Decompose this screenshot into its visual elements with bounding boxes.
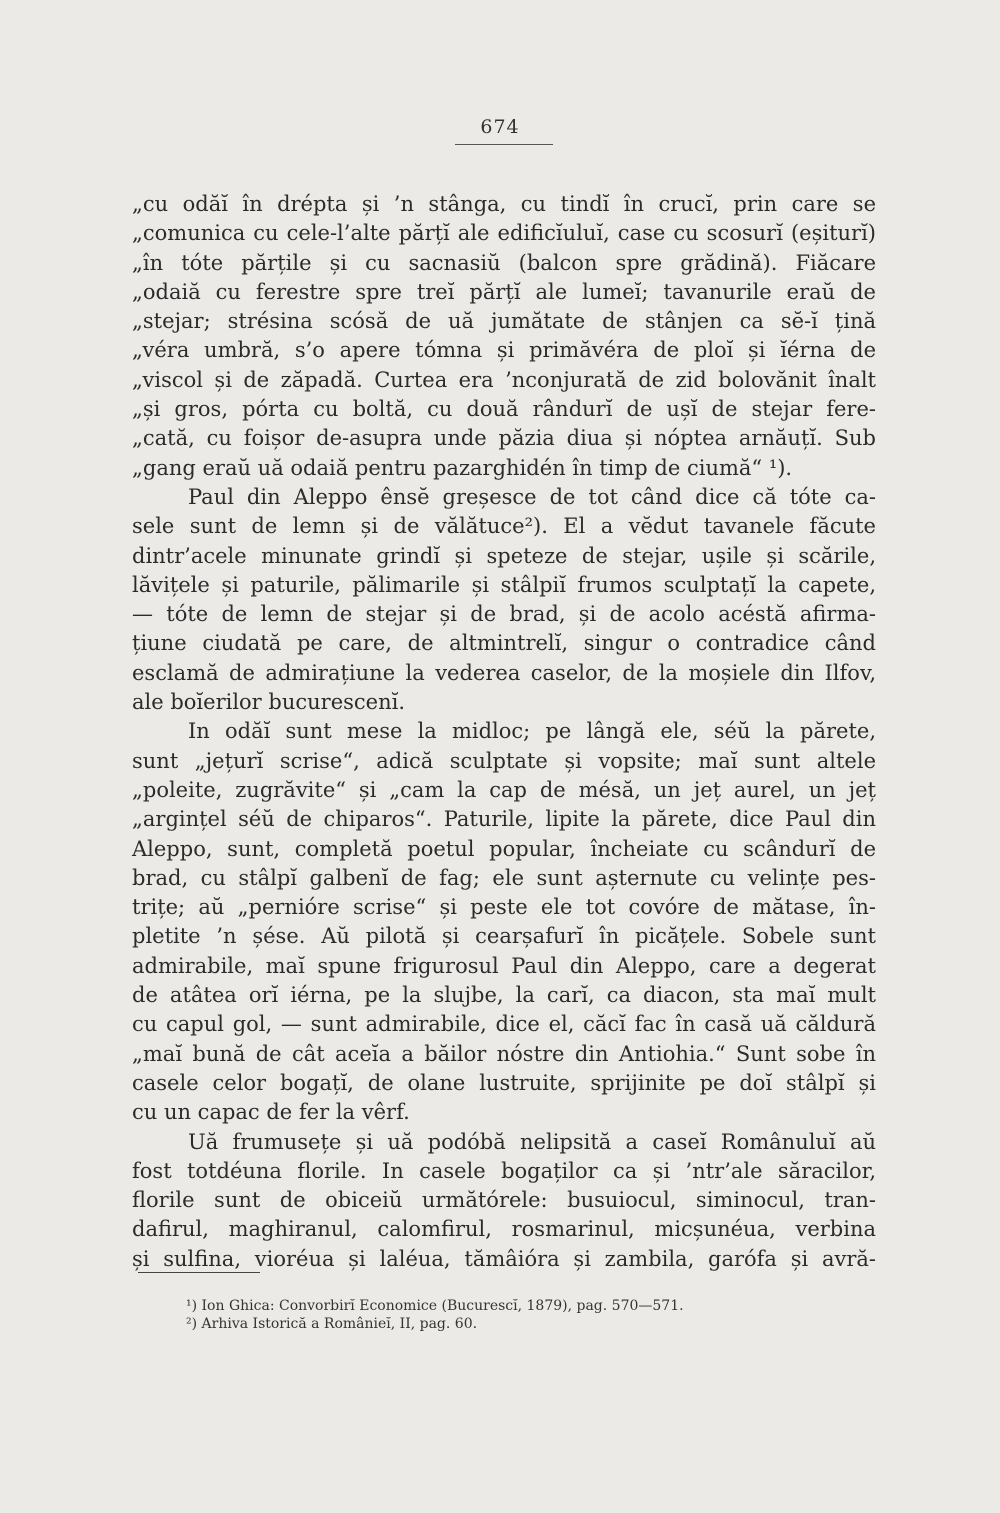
footnote-1 bbox=[186, 1297, 746, 1315]
text-line: Aleppo, sunt, completă poetul popular, încheiate cu scândurĭ de bbox=[132, 836, 876, 861]
text-line: „odaiă cu ferestre spre treĭ părțĭ ale lumeĭ; tavanurile eraŭ de bbox=[132, 279, 876, 304]
body-text bbox=[132, 190, 876, 1274]
text-line: casele celor bogațĭ, de olane lustruite, sprijinite pe doĭ stâlpĭ și bbox=[132, 1070, 876, 1095]
text-line: „argințel séŭ de chiparos“. Paturile, lipite la părete, dice Paul din bbox=[132, 807, 876, 832]
text-line: ale boĭerilor bucurescenĭ. bbox=[132, 690, 405, 715]
text-line: „maĭ bună de cât aceĭa a băilor nóstre din Antiohia.“ Sunt sobe în bbox=[132, 1041, 876, 1066]
paragraph-start-line: Paul din Aleppo ênsĕ greșesce de tot când dice că tóte ca- bbox=[188, 484, 876, 509]
paragraph-start-line: In odăĭ sunt mese la midloc; pe lângă ele, séŭ la părete, bbox=[188, 719, 876, 744]
text-line: „gang eraŭ uă odaiă pentru pazarghidén în timp de ciumă“ ¹). bbox=[132, 455, 793, 480]
text-line: admirabile, maĭ spune frigurosul Paul din Aleppo, care a degerat bbox=[132, 953, 876, 978]
text-line: cu capul gol, — sunt admirabile, dice el, căcĭ fac în casă uă căldură bbox=[132, 1012, 876, 1037]
text-line: — tóte de lemn de stejar și de brad, și de acolo acéstă afirma- bbox=[132, 602, 876, 627]
text-line: și sulfina, vioréua și laléua, tămâióra și zambila, garófa și avră- bbox=[132, 1246, 876, 1271]
footnote-text: Ion Ghica: Convorbirĭ Economice (Bucurescĭ, 1879), pag. 570—571. bbox=[201, 1298, 684, 1314]
text-line: florile sunt de obiceiŭ următórele: busuiocul, siminocul, tran- bbox=[132, 1188, 876, 1213]
footnote-text: Arhiva Istorică a Românieĭ, II, pag. 60. bbox=[201, 1316, 478, 1332]
text-line: „véra umbră, s’o apere tómna și primăvéra de ploĭ și ĭérna de bbox=[132, 338, 876, 363]
text-line: brad, cu stâlpĭ galbenĭ de fag; ele sunt așternute cu velințe pes- bbox=[132, 865, 876, 890]
footnote-rule bbox=[138, 1272, 260, 1273]
text-line: pletite ’n șése. Aŭ pilotă și cearșafurĭ în picățele. Sobele sunt bbox=[132, 924, 876, 949]
paragraph-start-line: Uă frumusețe și uă podóbă nelipsită a caseĭ Românuluĭ aŭ bbox=[188, 1129, 876, 1154]
text-line: esclamă de admirațiune la vederea caselor, de la moșiele din Ilfov, bbox=[132, 660, 876, 685]
text-line: „comunica cu cele-l’alte părțĭ ale edificĭuluĭ, case cu scosurĭ (eșiturĭ) bbox=[132, 221, 876, 246]
text-line: „cu odăĭ în drépta și ’n stânga, cu tindĭ în crucĭ, prin care se bbox=[132, 192, 876, 216]
text-line: „poleite, zugrăvite“ și „cam la cap de mésă, un jeț aurel, un jeț bbox=[132, 777, 876, 802]
text-line: dafirul, maghiranul, calomfirul, rosmarinul, micșunéua, verbina bbox=[132, 1217, 876, 1242]
footnote-marker: ¹) bbox=[186, 1298, 198, 1314]
text-line: trițe; aŭ „perniόre scrise“ și peste ele tot covóre de mătase, în- bbox=[132, 895, 876, 920]
text-line: „cată, cu foișor de-asupra unde păzia diua și nóptea arnăuțĭ. Sub bbox=[132, 426, 876, 451]
text-line: „și gros, pórta cu boltă, cu două rândurĭ de ușĭ de stejar fere- bbox=[132, 397, 876, 422]
text-line: „viscol și de zăpadă. Curtea era ’nconjurată de zid bolovănit înalt bbox=[132, 367, 876, 392]
text-line: sele sunt de lemn și de vălătuce²). El a vĕdut tavanele făcute bbox=[132, 514, 876, 539]
footnotes bbox=[186, 1297, 746, 1333]
text-line: cu un capac de fer la vêrf. bbox=[132, 1100, 410, 1125]
text-line: sunt „jețurĭ scrise“, adică sculptate și vopsite; maĭ sunt altele bbox=[132, 748, 876, 773]
footnote-2 bbox=[186, 1315, 746, 1333]
text-line: de atâtea orĭ iérna, pe la slujbe, la carĭ, ca diacon, sta maĭ mult bbox=[132, 983, 876, 1008]
header-rule bbox=[455, 144, 553, 145]
footnote-marker: ²) bbox=[186, 1316, 198, 1332]
text-line: „stejar; strésina scósă de uă jumătate de stânjen ca sĕ-ĭ țină bbox=[132, 309, 876, 334]
text-line: fost totdéuna florile. In casele bogaților ca și ’ntr’ale săracilor, bbox=[132, 1158, 876, 1183]
text-line: lăvițele și paturile, pălimarile și stâlpiĭ frumos sculptațĭ la capete, bbox=[132, 572, 876, 597]
page-number: 674 bbox=[480, 116, 520, 138]
text-line: țiune ciudată pe care, de altmintrelĭ, singur o contradice când bbox=[132, 631, 876, 656]
text-line: dintr’acele minunate grindĭ și speteze de stejar, ușile și scările, bbox=[132, 543, 876, 568]
text-line: „în tóte părțile și cu sacnasiŭ (balcon spre grădină). Fiăcare bbox=[132, 250, 876, 275]
